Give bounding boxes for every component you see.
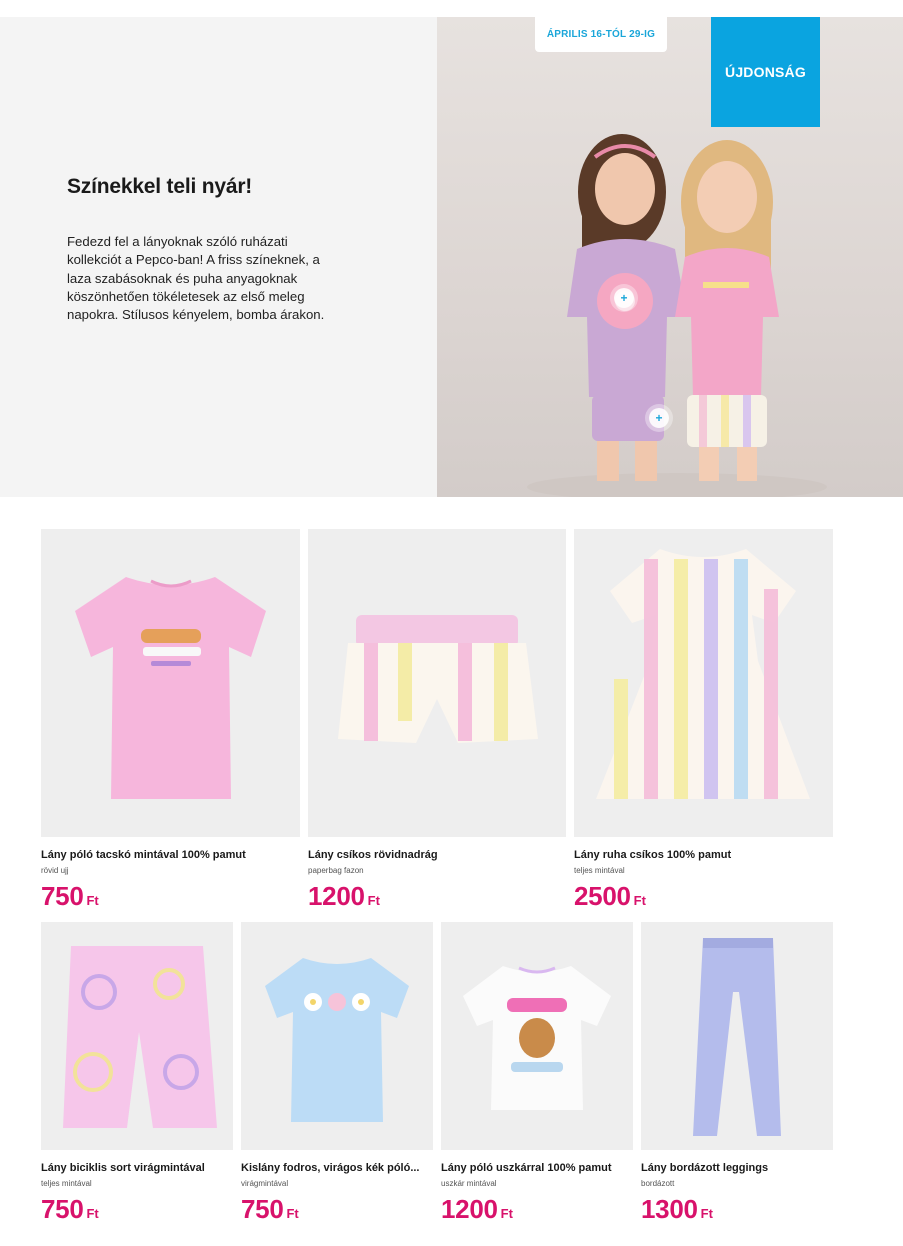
product-card[interactable] <box>41 922 233 1225</box>
price-amount: 750 <box>241 1194 284 1224</box>
hero-text <box>67 175 337 324</box>
date-range-badge: ÁPRILIS 16-TÓL 29-IG <box>535 17 667 52</box>
price-amount: 750 <box>41 881 84 911</box>
product-name[interactable]: Lány póló tacskó mintával 100% pamut <box>41 849 246 861</box>
product-price <box>41 1194 233 1225</box>
product-subtitle: bordázott <box>641 1179 675 1188</box>
price-amount: 1200 <box>441 1194 498 1224</box>
product-subtitle: rövid ujj <box>41 866 69 875</box>
product-image[interactable] <box>241 922 433 1150</box>
product-image[interactable] <box>641 922 833 1150</box>
price-currency: Ft <box>86 1206 99 1221</box>
price-currency: Ft <box>367 893 380 908</box>
product-name[interactable]: Lány ruha csíkos 100% pamut <box>574 849 732 861</box>
product-image[interactable] <box>308 529 566 837</box>
pink-tshirt-icon <box>41 529 300 837</box>
product-image[interactable] <box>574 529 833 837</box>
product-card[interactable] <box>308 529 566 912</box>
product-price <box>308 881 566 912</box>
product-image[interactable] <box>441 922 633 1150</box>
striped-dress-icon <box>574 529 833 837</box>
hero-title: Színekkel teli nyár! <box>67 175 253 198</box>
price-currency: Ft <box>286 1206 299 1221</box>
new-arrival-badge: ÚJDONSÁG <box>711 17 820 127</box>
price-currency: Ft <box>633 893 646 908</box>
price-currency: Ft <box>86 893 99 908</box>
product-name[interactable]: Lány póló uszkárral 100% pamut <box>441 1162 612 1174</box>
price-amount: 750 <box>41 1194 84 1224</box>
floral-shorts-icon <box>41 922 233 1150</box>
product-subtitle: uszkár mintával <box>441 1179 497 1188</box>
price-currency: Ft <box>700 1206 713 1221</box>
striped-shorts-icon <box>308 529 566 837</box>
product-subtitle: teljes mintával <box>574 866 625 875</box>
product-card[interactable] <box>641 922 833 1225</box>
product-price <box>641 1194 833 1225</box>
product-price <box>441 1194 633 1225</box>
blue-tshirt-icon <box>241 922 433 1150</box>
product-image[interactable] <box>41 529 300 837</box>
product-subtitle: teljes mintával <box>41 1179 92 1188</box>
product-name[interactable]: Lány bordázott leggings <box>641 1162 769 1174</box>
white-tshirt-icon <box>441 922 633 1150</box>
price-amount: 2500 <box>574 881 631 911</box>
product-hotspot-button[interactable]: + <box>614 288 634 308</box>
product-image[interactable] <box>41 922 233 1150</box>
product-card[interactable] <box>441 922 633 1225</box>
product-hotspot-button[interactable]: + <box>649 408 669 428</box>
product-price <box>241 1194 433 1225</box>
product-card[interactable] <box>41 529 300 912</box>
product-name[interactable]: Lány csíkos rövidnadrág <box>308 849 438 861</box>
product-card[interactable] <box>241 922 433 1225</box>
product-name[interactable]: Lány biciklis sort virágmintával <box>41 1162 205 1174</box>
product-price <box>574 881 833 912</box>
price-currency: Ft <box>500 1206 513 1221</box>
product-subtitle: paperbag fazon <box>308 866 364 875</box>
product-name[interactable]: Kislány fodros, virágos kék póló... <box>241 1162 420 1174</box>
girls-photo-illustration <box>437 17 903 497</box>
hero-description: Fedezd fel a lányoknak szóló ruházati kollekciót a Pepco-ban! A friss színeknek, a laza szabásoknak és puha anyagoknak köszönhetően tökéletesek az első meleg napokra. Stílusos kényelem, bomba árakon. <box>67 234 325 323</box>
product-price <box>41 881 300 912</box>
hero-photo <box>437 17 903 497</box>
leggings-icon <box>641 922 833 1150</box>
product-subtitle: virágmintával <box>241 1179 289 1188</box>
price-amount: 1300 <box>641 1194 698 1224</box>
price-amount: 1200 <box>308 881 365 911</box>
product-card[interactable] <box>574 529 833 912</box>
